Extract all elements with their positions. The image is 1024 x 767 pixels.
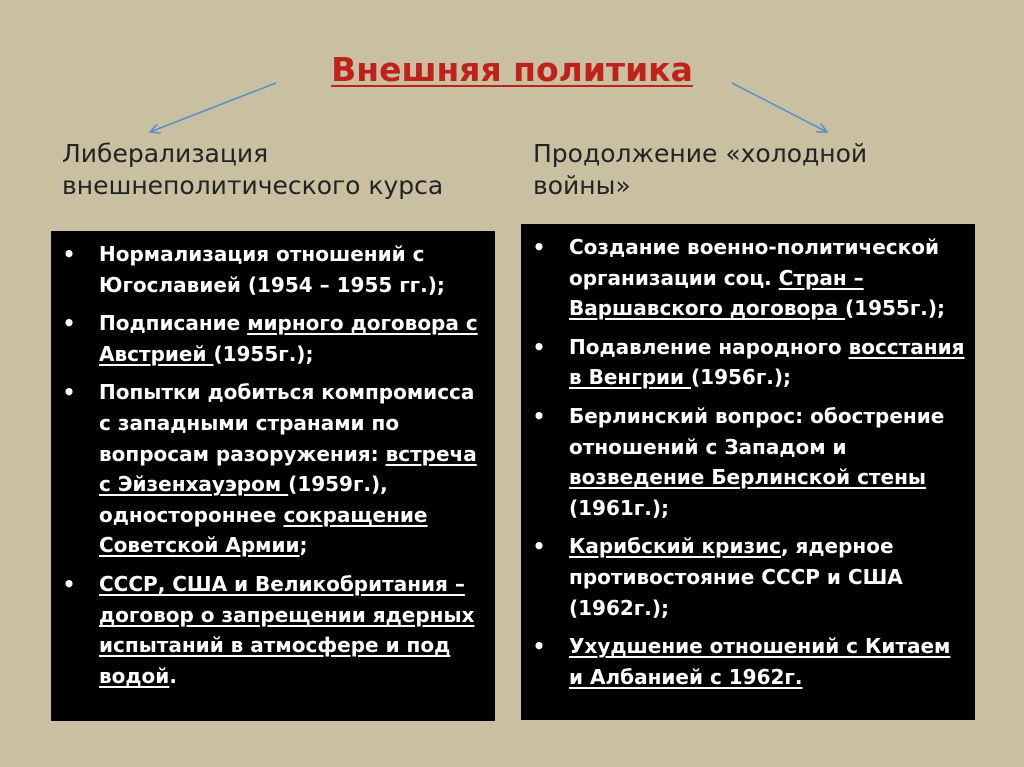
item-text: . [169,663,177,688]
item-text: (1956г.); [691,365,792,390]
item-text: Нормализация отношений с Югославией (1954 – 1955 гг.); [99,242,445,297]
item-text: Создание военно-политической организации соц. [569,235,939,290]
left-heading-line1: Либерализация [62,139,269,168]
right-heading-line1: Продолжение «холодной [533,139,868,168]
bullet: • [62,380,76,405]
bullet: • [532,634,546,659]
bullet: • [532,334,546,359]
list-item [59,239,485,300]
bullet: • [62,311,76,336]
item-text: (1955г.); [213,341,314,366]
item-text: , ядерное противостояние СССР и США (1962г.); [569,534,903,620]
bullet: • [532,534,546,559]
item-link: восстания в Венгрии [569,334,965,390]
item-text: (1961г.); [569,495,669,520]
bullet: • [532,403,546,428]
left-list [59,239,485,691]
item-link: сокращение Советской Армии [99,502,428,558]
item-text: (1959г.), одностороннее [99,472,388,527]
left-panel [51,231,495,721]
list-item [59,308,485,369]
item-text: Подписание [99,311,248,336]
item-link: Стран – Варшавского договора [569,265,864,321]
item-link: Карибский кризис [569,534,781,559]
list-item [529,332,965,393]
bullet: • [62,242,76,266]
list-item [59,377,485,561]
arrow-right [732,83,827,132]
list-item [529,401,965,523]
list-item [529,531,965,623]
left-heading-line2: внешнеполитического курса [62,171,444,200]
right-heading-line2: войны» [533,171,631,200]
right-panel [521,224,975,720]
item-text: ; [299,533,308,558]
right-list [529,232,965,692]
left-heading [62,138,502,202]
bullet: • [62,571,76,596]
item-text: Подавление народного [569,334,849,359]
list-item [529,232,965,324]
arrow-left [150,83,276,132]
item-text: (1955г.); [845,296,946,321]
right-heading [533,138,973,202]
item-link: Ухудшение отношений с Китаем и Албанией с 1962г. [569,634,951,689]
list-item [59,569,485,691]
page-title-text: Внешняя политика [331,50,693,89]
item-link: встреча с Эйзенхауэром [99,441,477,497]
item-link: возведение Берлинской стены [569,465,926,490]
item-text: Берлинский вопрос: обострение отношений с Западом и [569,403,945,459]
item-link: СССР, США и Великобритания – договор о запрещении ядерных испытаний в атмосфере и под водой [99,571,475,688]
list-item [529,631,965,692]
bullet: • [532,235,546,259]
item-link: мирного договора с Австрией [99,311,478,366]
item-text: Попытки добиться компромисса с западными странами по вопросам разоружения: [99,380,475,466]
